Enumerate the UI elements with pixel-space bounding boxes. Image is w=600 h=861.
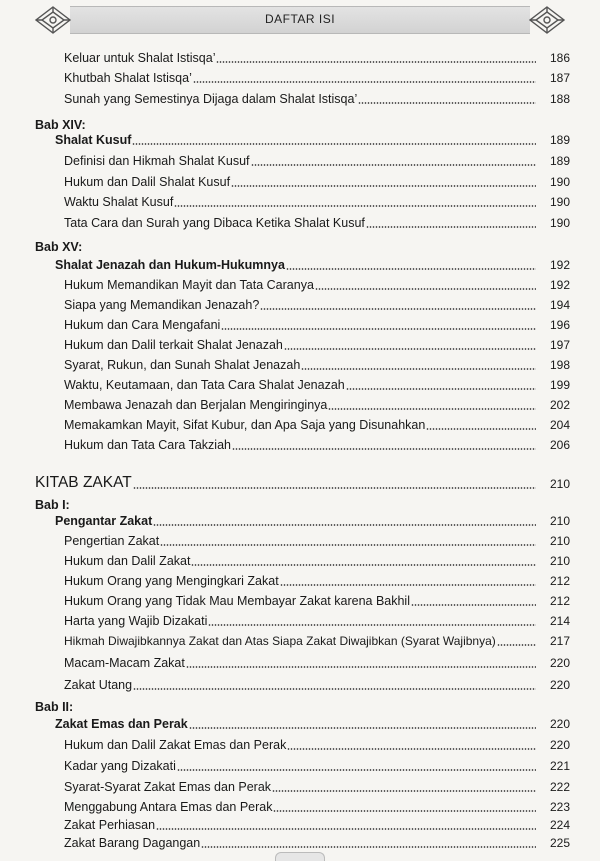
toc-entry[interactable] <box>0 653 600 671</box>
toc-section[interactable] <box>0 255 600 273</box>
dot-leader <box>156 828 536 830</box>
dot-leader <box>301 368 536 370</box>
toc-entry-page: 194 <box>549 298 570 312</box>
toc-entry-title: Khutbah Shalat Istisqa’ <box>64 71 192 85</box>
dot-leader <box>260 308 536 310</box>
toc-entry[interactable] <box>0 355 600 373</box>
dot-leader <box>280 584 536 586</box>
page-footer-tab <box>275 852 325 861</box>
toc-entry[interactable] <box>0 213 600 231</box>
toc-entry-page: 206 <box>549 438 570 452</box>
toc-entry-title: Waktu, Keutamaan, dan Tata Cara Shalat Jenazah <box>64 378 345 392</box>
toc-entry[interactable] <box>0 48 600 66</box>
page-header <box>0 0 600 40</box>
toc-entry[interactable] <box>0 631 600 649</box>
toc-entry-page: 222 <box>549 780 570 794</box>
toc-entry-page: 186 <box>549 51 570 65</box>
dot-leader <box>287 748 536 750</box>
chapter-heading: Bab II: <box>35 700 74 714</box>
chapter-heading: Bab XIV: <box>35 118 86 132</box>
toc-entry-title: Hukum dan Dalil Shalat Kusuf <box>64 175 231 189</box>
toc-entry[interactable] <box>0 335 600 353</box>
ornament-right-icon <box>527 4 567 36</box>
toc-entry-title: Sunah yang Semestinya Dijaga dalam Shalat Istisqa’ <box>64 92 358 106</box>
toc-entry-page: 223 <box>549 800 570 814</box>
toc-section-title: Zakat Emas dan Perak <box>55 717 188 731</box>
toc-section-title: Pengantar Zakat <box>55 514 153 528</box>
toc-entry-page: 198 <box>549 358 570 372</box>
toc-entry-page: 220 <box>549 738 570 752</box>
toc-section-title: Shalat Kusuf <box>55 133 132 147</box>
toc-entry[interactable] <box>0 735 600 753</box>
toc-entry[interactable] <box>0 435 600 453</box>
toc-entry-title: Hukum dan Dalil Zakat <box>64 554 191 568</box>
toc-entry[interactable] <box>0 815 600 833</box>
toc-entry[interactable] <box>0 415 600 433</box>
toc-entry[interactable] <box>0 756 600 774</box>
dot-leader <box>346 388 536 390</box>
toc-entry[interactable] <box>0 777 600 795</box>
dot-leader <box>132 143 536 145</box>
toc-entry-page: 192 <box>549 258 570 272</box>
dot-leader <box>315 288 536 290</box>
dot-leader <box>358 102 536 104</box>
toc-entry-title: Macam-Macam Zakat <box>64 656 185 670</box>
dot-leader <box>191 564 536 566</box>
dot-leader <box>426 428 536 430</box>
toc-entry-title: Syarat-Syarat Zakat Emas dan Perak <box>64 780 272 794</box>
toc-entry-title: Waktu Shalat Kusuf <box>64 195 174 209</box>
toc-entry[interactable] <box>0 591 600 609</box>
dot-leader <box>366 226 536 228</box>
toc-entry-page: 214 <box>549 614 570 628</box>
toc-entry-title: Tata Cara dan Surah yang Dibaca Ketika Shalat Kusuf <box>64 216 365 230</box>
dot-leader <box>153 524 536 526</box>
toc-entry-title: Zakat Perhiasan <box>64 818 156 832</box>
toc-entry-title: Zakat Utang <box>64 678 133 692</box>
toc-entry-title: Hukum dan Cara Mengafani <box>64 318 221 332</box>
dot-leader <box>186 666 536 668</box>
chapter-heading: Bab XV: <box>35 240 83 254</box>
toc-entry[interactable] <box>0 295 600 313</box>
dot-leader <box>251 164 536 166</box>
toc-entry-page: 199 <box>549 378 570 392</box>
dot-leader <box>286 268 536 270</box>
toc-entry[interactable] <box>0 192 600 210</box>
toc-entry-page: 187 <box>549 71 570 85</box>
dot-leader <box>193 81 536 83</box>
toc-entry[interactable] <box>0 315 600 333</box>
toc-entry-title: Syarat, Rukun, dan Sunah Shalat Jenazah <box>64 358 301 372</box>
toc-entry-page: 220 <box>549 678 570 692</box>
toc-entry-title: Memakamkan Mayit, Sifat Kubur, dan Apa Saja yang Disunahkan <box>64 418 426 432</box>
toc-entry-page: 204 <box>549 418 570 432</box>
toc-entry-page: 224 <box>549 818 570 832</box>
toc-book[interactable] <box>0 474 600 492</box>
toc-entry-page: 192 <box>549 278 570 292</box>
toc-entry-page: 210 <box>549 534 570 548</box>
dot-leader <box>272 790 536 792</box>
toc-entry-title: Harta yang Wajib Dizakati <box>64 614 208 628</box>
dot-leader <box>133 487 536 489</box>
toc-entry[interactable] <box>0 797 600 815</box>
toc-entry-title: Definisi dan Hikmah Shalat Kusuf <box>64 154 250 168</box>
dot-leader <box>221 328 536 330</box>
toc-entry[interactable] <box>0 675 600 693</box>
toc-entry-page: 210 <box>549 477 570 491</box>
toc-entry[interactable] <box>0 89 600 107</box>
dot-leader <box>284 348 536 350</box>
toc-entry-title: Hukum dan Tata Cara Takziah <box>64 438 231 452</box>
toc-entry-page: 189 <box>549 133 570 147</box>
toc-entry[interactable] <box>0 571 600 589</box>
toc-entry[interactable] <box>0 275 600 293</box>
toc-entry[interactable] <box>0 68 600 86</box>
toc-entry-page: 202 <box>549 398 570 412</box>
toc-entry[interactable] <box>0 833 600 851</box>
toc-entry-title: Menggabung Antara Emas dan Perak <box>64 800 273 814</box>
toc-entry-title: Hukum Orang yang Tidak Mau Membayar Zakat karena Bakhil <box>64 594 410 608</box>
toc-entry-title: Hukum Memandikan Mayit dan Tata Caranya <box>64 278 314 292</box>
dot-leader <box>497 644 536 646</box>
toc-entry[interactable] <box>0 172 600 190</box>
toc-entry-title: Hukum Orang yang Mengingkari Zakat <box>64 574 279 588</box>
toc-entry-page: 188 <box>549 92 570 106</box>
dot-leader <box>411 604 536 606</box>
toc-entry-title: Membawa Jenazah dan Berjalan Mengiringinya <box>64 398 328 412</box>
toc-entry-title: Kadar yang Dizakati <box>64 759 176 773</box>
dot-leader <box>216 61 536 63</box>
toc-entry-page: 190 <box>549 216 570 230</box>
toc-entry-page: 217 <box>549 634 570 648</box>
chapter-heading: Bab I: <box>35 498 70 512</box>
dot-leader <box>133 688 536 690</box>
dot-leader <box>231 185 536 187</box>
toc-entry-page: 220 <box>549 717 570 731</box>
toc-entry-page: 196 <box>549 318 570 332</box>
toc-entry-title: Pengertian Zakat <box>64 534 160 548</box>
page-title: DAFTAR ISI <box>264 12 336 26</box>
toc-entry[interactable] <box>0 611 600 629</box>
toc-section[interactable] <box>0 130 600 148</box>
dot-leader <box>273 810 536 812</box>
toc-entry-page: 190 <box>549 175 570 189</box>
toc-entry-page: 212 <box>549 594 570 608</box>
toc-entry-page: 189 <box>549 154 570 168</box>
toc-entry-title: Siapa yang Memandikan Jenazah? <box>64 298 260 312</box>
toc-entry-page: 210 <box>549 554 570 568</box>
dot-leader <box>174 205 536 207</box>
toc-section[interactable] <box>0 511 600 529</box>
dot-leader <box>160 544 536 546</box>
toc-entry-title: Hukum dan Dalil terkait Shalat Jenazah <box>64 338 283 352</box>
toc-entry-title: Hukum dan Dalil Zakat Emas dan Perak <box>64 738 287 752</box>
toc-entry-page: 212 <box>549 574 570 588</box>
dot-leader <box>232 448 536 450</box>
toc-entry-title: Hikmah Diwajibkannya Zakat dan Atas Siapa Zakat Diwajibkan (Syarat Wajibnya) <box>64 634 496 648</box>
toc-entry[interactable] <box>0 531 600 549</box>
toc-entry-page: 225 <box>549 836 570 850</box>
toc-entry-title: Keluar untuk Shalat Istisqa’ <box>64 51 216 65</box>
toc-entry[interactable] <box>0 375 600 393</box>
toc-entry[interactable] <box>0 551 600 569</box>
toc-entry-title: Zakat Barang Dagangan <box>64 836 201 850</box>
dot-leader <box>208 624 536 626</box>
toc-entry[interactable] <box>0 151 600 169</box>
toc-entry-page: 221 <box>549 759 570 773</box>
dot-leader <box>328 408 536 410</box>
toc-entry-page: 210 <box>549 514 570 528</box>
toc-section-title: Shalat Jenazah dan Hukum-Hukumnya <box>55 258 285 272</box>
dot-leader <box>189 727 536 729</box>
toc-section[interactable] <box>0 714 600 732</box>
toc-entry[interactable] <box>0 395 600 413</box>
dot-leader <box>177 769 536 771</box>
dot-leader <box>201 846 536 848</box>
toc-entry-page: 197 <box>549 338 570 352</box>
toc-book-title: KITAB ZAKAT <box>35 474 132 491</box>
toc-entry-page: 220 <box>549 656 570 670</box>
toc-entry-page: 190 <box>549 195 570 209</box>
